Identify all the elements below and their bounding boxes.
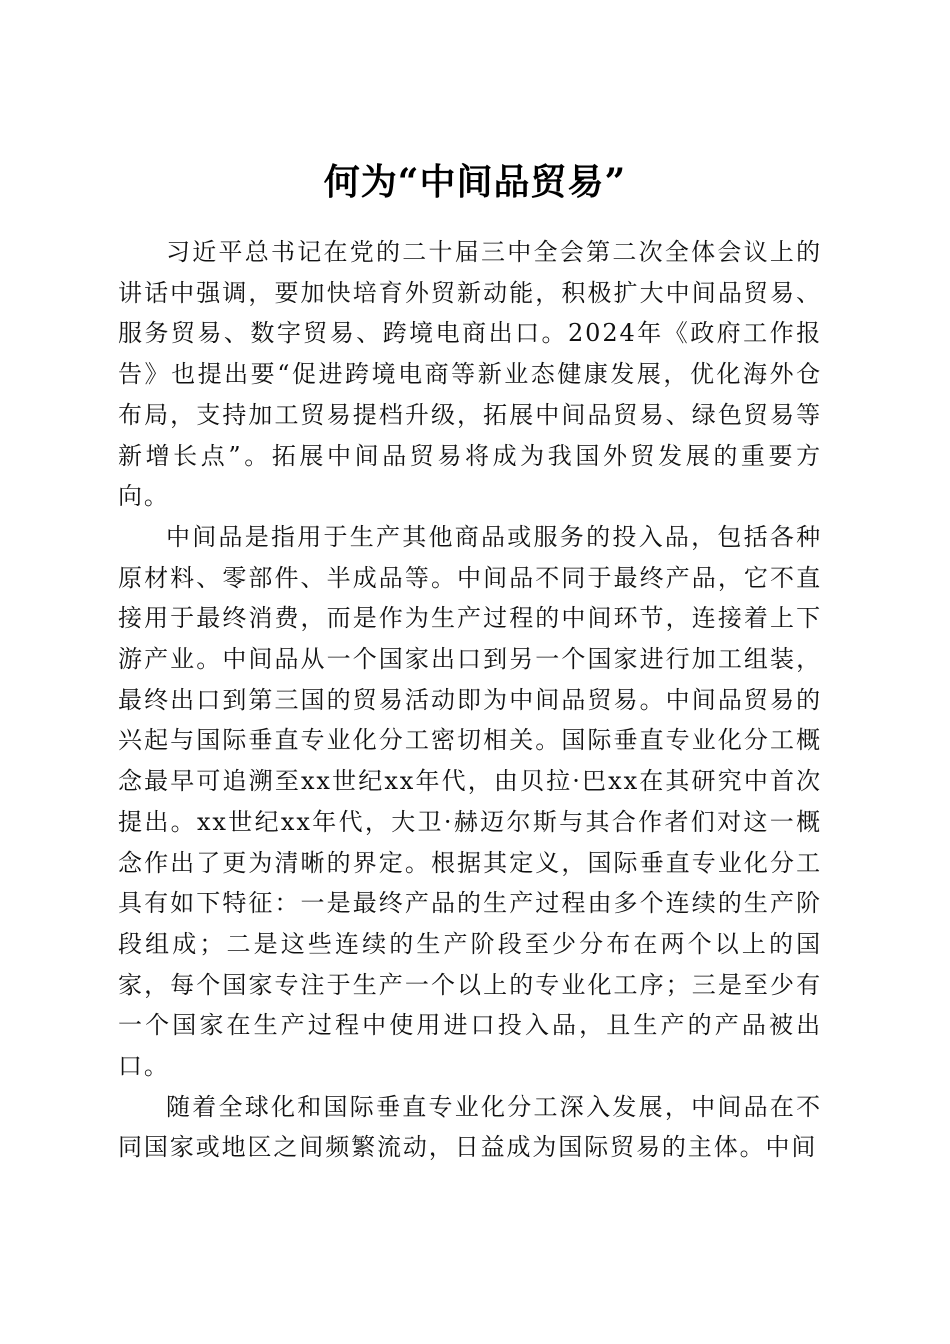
document-body [118,232,822,1168]
paragraph-2: 中间品是指用于生产其他商品或服务的投入品，包括各种原材料、零部件、半成品等。中间品不同于最终产品，它不直接用于最终消费，而是作为生产过程的中间环节，连接着上下游产业。中间品从一个国家出口到另一个国家进行加工组装，最终出口到第三国的贸易活动即为中间品贸易。中间品贸易的兴起与国际垂直专业化分工密切相关。国际垂直专业化分工概念最早可追溯至xx世纪xx年代，由贝拉·巴xx在其研究中首次提出。xx世纪xx年代，大卫·赫迈尔斯与其合作者们对这一概念作出了更为清晰的界定。根据其定义，国际垂直专业化分工具有如下特征：一是最终产品的生产过程由多个连续的生产阶段组成；二是这些连续的生产阶段至少分布在两个以上的国家，每个国家专注于生产一个以上的专业化工序；三是至少有一个国家在生产过程中使用进口投入品，且生产的产品被出口。 [118,522,822,1081]
paragraph-1: 习近平总书记在党的二十届三中全会第二次全体会议上的讲话中强调，要加快培育外贸新动能，积极扩大中间品贸易、服务贸易、数字贸易、跨境电商出口。2024年《政府工作报告》也提出要“促进跨境电商等新业态健康发展，优化海外仓布局，支持加工贸易提档升级，拓展中间品贸易、绿色贸易等新增长点”。拓展中间品贸易将成为我国外贸发展的重要方向。 [118,238,822,511]
paragraph-3: 随着全球化和国际垂直专业化分工深入发展，中间品在不同国家或地区之间频繁流动，日益成为国际贸易的主体。中间 [118,1092,822,1162]
document-title: 何为“中间品贸易” [323,161,627,204]
